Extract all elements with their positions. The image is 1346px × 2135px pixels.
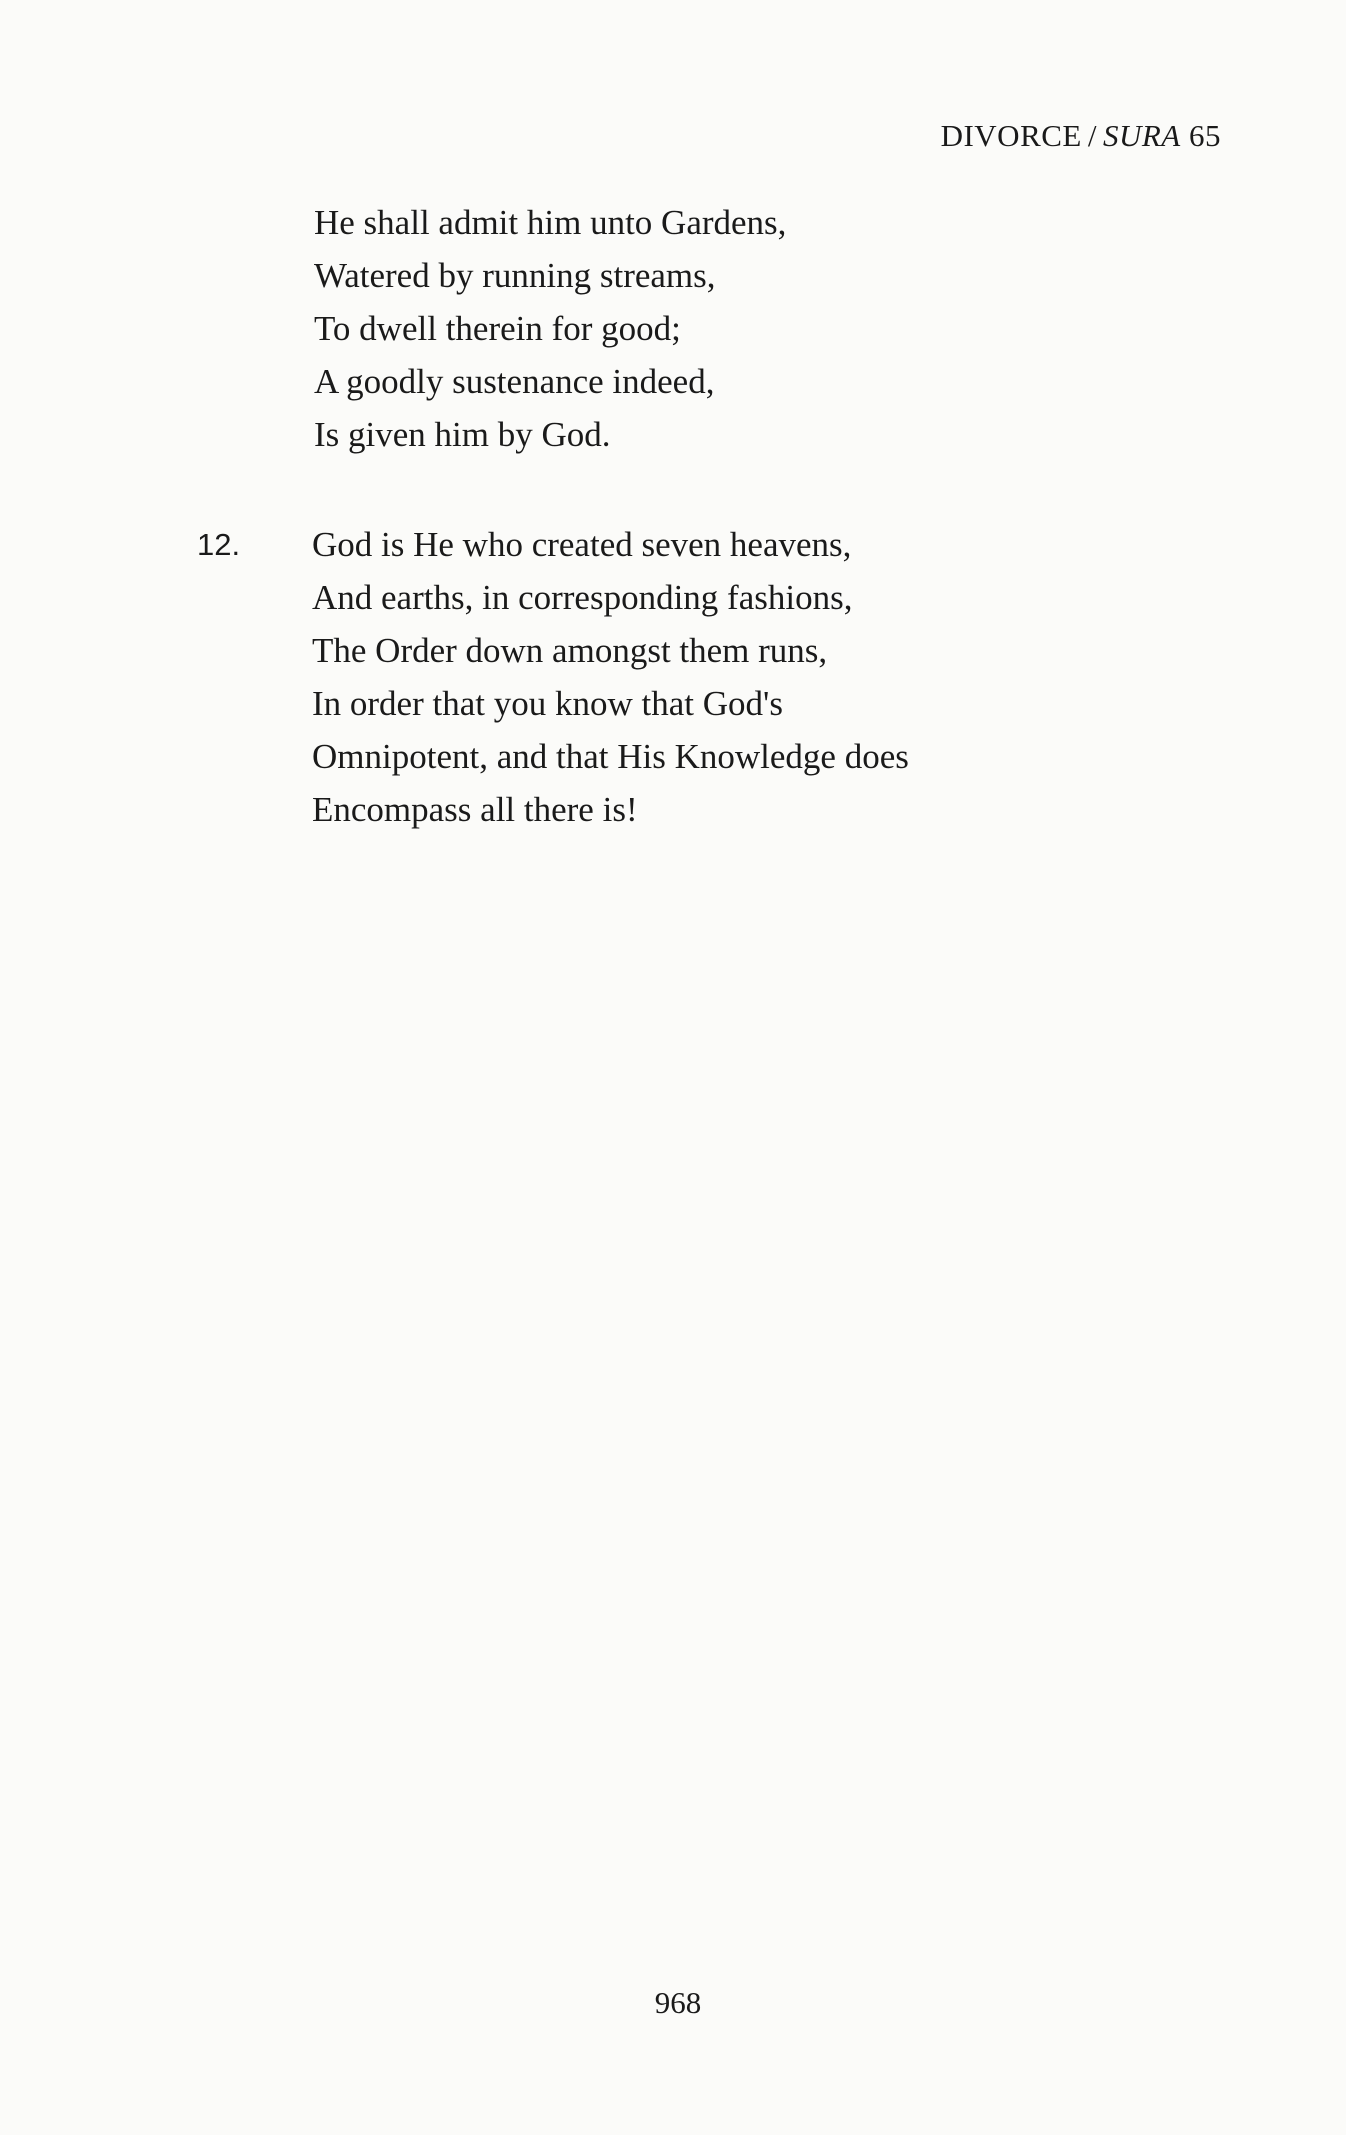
verse-line: Omnipotent, and that His Knowledge does xyxy=(312,737,909,776)
verse-line: To dwell therein for good; xyxy=(314,309,681,348)
running-head xyxy=(941,118,1221,154)
page-number: 968 xyxy=(654,1985,702,2020)
sura-label: SURA xyxy=(1102,118,1181,153)
verse-line: Is given him by God. xyxy=(314,415,611,454)
sura-number: 65 xyxy=(1189,118,1221,153)
header-separator: / xyxy=(1087,118,1097,153)
verse-line: He shall admit him unto Gardens, xyxy=(314,203,787,242)
verse-lines xyxy=(314,196,786,461)
verse-line: Encompass all there is! xyxy=(312,790,638,829)
verse-lines xyxy=(312,518,909,836)
verse-line: And earths, in corresponding fashions, xyxy=(312,578,853,617)
verse-line: Watered by running streams, xyxy=(314,256,716,295)
verse-number: 12. xyxy=(197,527,241,562)
verse-line: In order that you know that God's xyxy=(312,684,783,723)
section-title: DIVORCE xyxy=(940,118,1082,153)
verse-line: A goodly sustenance indeed, xyxy=(314,362,715,401)
verse-line: The Order down amongst them runs, xyxy=(312,631,828,670)
verse-line: God is He who created seven heavens, xyxy=(312,525,852,564)
